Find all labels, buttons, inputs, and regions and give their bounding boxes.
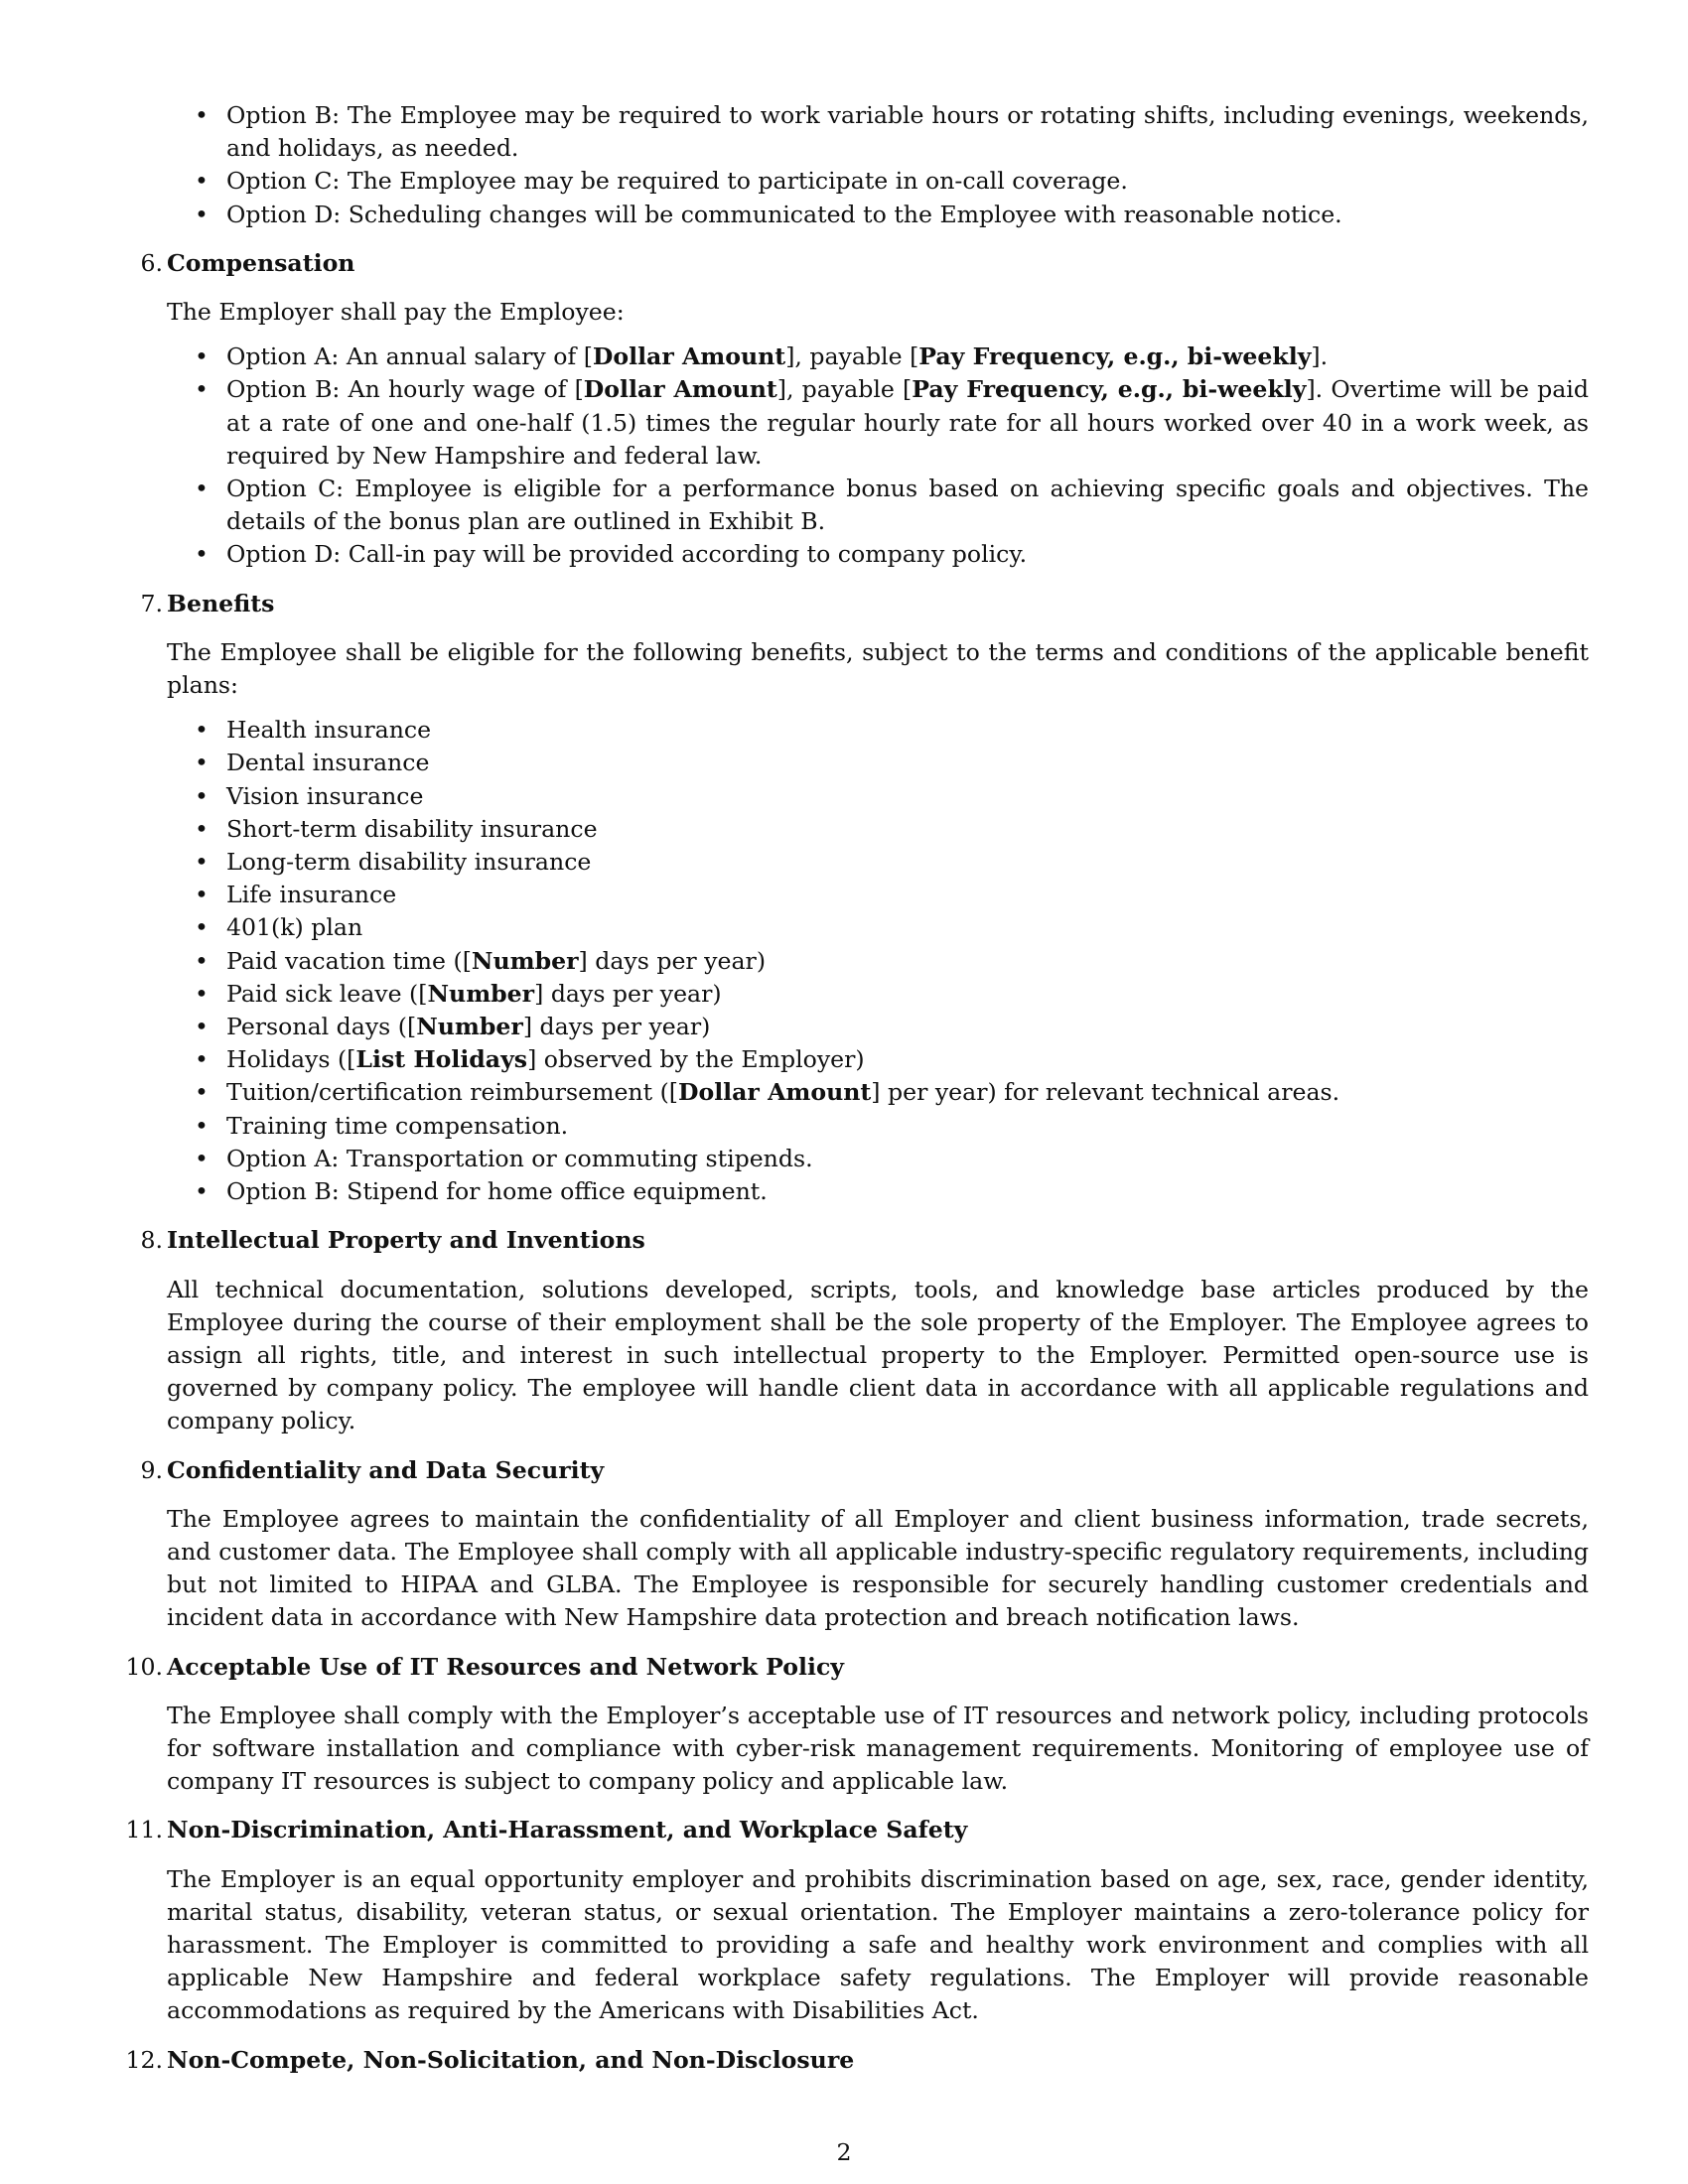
section-heading xyxy=(125,1651,1589,1684)
list-item: • Health insurance xyxy=(226,714,1589,747)
section-number: 7. xyxy=(140,589,163,617)
section-number: 8. xyxy=(140,1226,163,1255)
section-number: 11. xyxy=(125,1816,163,1844)
placeholder-field: Number xyxy=(427,979,535,1008)
section-intellectual-property xyxy=(140,1224,1589,1437)
section-heading xyxy=(140,1454,1589,1487)
list-item: • Option C: Employee is eligible for a performance bonus based on achieving specific goals and objectives. The details of the bonus plan are outlined in Exhibit B. xyxy=(226,473,1589,538)
list-item: • Paid vacation time ([Number] days per year) xyxy=(226,945,1589,978)
placeholder-field: Pay Frequency, e.g., bi-weekly xyxy=(912,375,1307,404)
list-item: • Training time compensation. xyxy=(226,1110,1589,1143)
list-item: • Personal days ([Number] days per year) xyxy=(226,1011,1589,1043)
section-confidentiality xyxy=(140,1454,1589,1635)
section-intro: The Employee shall be eligible for the following benefits, subject to the terms and conditions of the applicable benefit plans: xyxy=(167,637,1589,700)
placeholder-field: Pay Frequency, e.g., bi-weekly xyxy=(918,342,1312,371)
section-body: The Employer is an equal opportunity employer and prohibits discrimination based on age, sex, race, gender identity, marital status, disability, veteran status, or sexual orientation. The Employer maintains a zero-tolerance policy for harassment. The Employer is committed to providing a safe and healthy work environment and complies with all applicable New Hampshire and federal workplace safety regulations. The Employer will provide reasonable accommodations as required by the Americans with Disabilities Act. xyxy=(167,1864,1589,2025)
list-item: • Short-term disability insurance xyxy=(226,813,1589,846)
section-acceptable-use xyxy=(125,1651,1589,1799)
document-body xyxy=(125,99,1589,2093)
section-body: The Employee agrees to maintain the confidentiality of all Employer and client business information, trade secrets, and customer data. The Employee shall comply with all applicable industry-specific regulatory requirements, including but not limited to HIPAA and GLBA. The Employee is responsible for securely handling customer credentials and incident data in accordance with New Hampshire data protection and breach notification laws. xyxy=(167,1504,1589,1632)
placeholder-field: Number xyxy=(416,1013,523,1041)
list-item: • Option A: Transportation or commuting stipends. xyxy=(226,1143,1589,1175)
list-item: • Life insurance xyxy=(226,879,1589,911)
section-non-compete xyxy=(125,2044,1589,2077)
section-heading xyxy=(140,247,1589,280)
list-item: • Option B: Stipend for home office equipment. xyxy=(226,1175,1589,1208)
section-title: Benefits xyxy=(167,589,275,617)
placeholder-field: Number xyxy=(471,946,579,975)
section-title: Compensation xyxy=(167,248,355,277)
list-item: • Holidays ([List Holidays] observed by the Employer) xyxy=(226,1043,1589,1076)
section-number: 9. xyxy=(140,1455,163,1484)
section-number: 12. xyxy=(125,2045,163,2074)
compensation-options-list xyxy=(167,341,1589,571)
section-heading xyxy=(140,588,1589,620)
list-item: • Option D: Call-in pay will be provided according to company policy. xyxy=(226,538,1589,571)
placeholder-field: List Holidays xyxy=(355,1045,528,1074)
list-item: • Vision insurance xyxy=(226,780,1589,813)
list-item: • Tuition/certification reimbursement ([Dollar Amount] per year) for relevant technical areas. xyxy=(226,1076,1589,1109)
list-item: • Option B: The Employee may be required to work variable hours or rotating shifts, including evenings, weekends, and holidays, as needed. xyxy=(226,99,1589,165)
section-title: Confidentiality and Data Security xyxy=(167,1455,605,1484)
section-intro: The Employer shall pay the Employee: xyxy=(167,298,625,327)
section-title: Non-Discrimination, Anti-Harassment, and Workplace Safety xyxy=(167,1816,968,1844)
list-item: • Option C: The Employee may be required to participate in on-call coverage. xyxy=(226,165,1589,198)
section-title: Acceptable Use of IT Resources and Network Policy xyxy=(167,1652,845,1681)
scheduling-options-list xyxy=(167,99,1589,231)
section-number: 6. xyxy=(140,248,163,277)
list-item: • Dental insurance xyxy=(226,747,1589,779)
section-heading xyxy=(140,1224,1589,1257)
placeholder-field: Dollar Amount xyxy=(583,375,777,404)
section-body: All technical documentation, solutions developed, scripts, tools, and knowledge base articles produced by the Employee during the course of their employment shall be the sole property of the Employer. The Employee agrees to assign all rights, title, and interest in such intellectual property to the Employer. Permitted open-source use is governed by company policy. The employee will handle client data in accordance with all applicable regulations and company policy. xyxy=(167,1275,1589,1435)
list-item: • Paid sick leave ([Number] days per year) xyxy=(226,978,1589,1011)
placeholder-field: Dollar Amount xyxy=(592,342,786,371)
section-non-discrimination xyxy=(125,1814,1589,2027)
list-item: • Option A: An annual salary of [Dollar Amount], payable [Pay Frequency, e.g., bi-weekly]. xyxy=(226,341,1589,373)
section-title: Intellectual Property and Inventions xyxy=(167,1226,645,1255)
section-title: Non-Compete, Non-Solicitation, and Non-Disclosure xyxy=(167,2045,855,2074)
page-number: 2 xyxy=(836,2138,852,2166)
list-item: • Long-term disability insurance xyxy=(226,846,1589,879)
section-body: The Employee shall comply with the Employer’s acceptable use of IT resources and network policy, including protocols for software installation and compliance with cyber-risk management requirements. Monitoring of employee use of company IT resources is subject to company policy and applicable law. xyxy=(167,1701,1589,1796)
list-item: • Option B: An hourly wage of [Dollar Amount], payable [Pay Frequency, e.g., bi-weekly]. Overtime will be paid at a rate of one and one-half (1.5) times the regular hourly rate for all hours worked over 40 in a work week, as required by New Hampshire and federal law. xyxy=(226,373,1589,473)
list-item: • Option D: Scheduling changes will be communicated to the Employee with reasonable notice. xyxy=(226,199,1589,231)
section-number: 10. xyxy=(125,1652,163,1681)
placeholder-field: Dollar Amount xyxy=(678,1078,872,1107)
section-heading xyxy=(125,1814,1589,1846)
benefits-list xyxy=(167,714,1589,1208)
section-benefits xyxy=(140,588,1589,1209)
section-heading xyxy=(125,2044,1589,2077)
section-compensation xyxy=(140,247,1589,572)
list-item: • 401(k) plan xyxy=(226,911,1589,944)
